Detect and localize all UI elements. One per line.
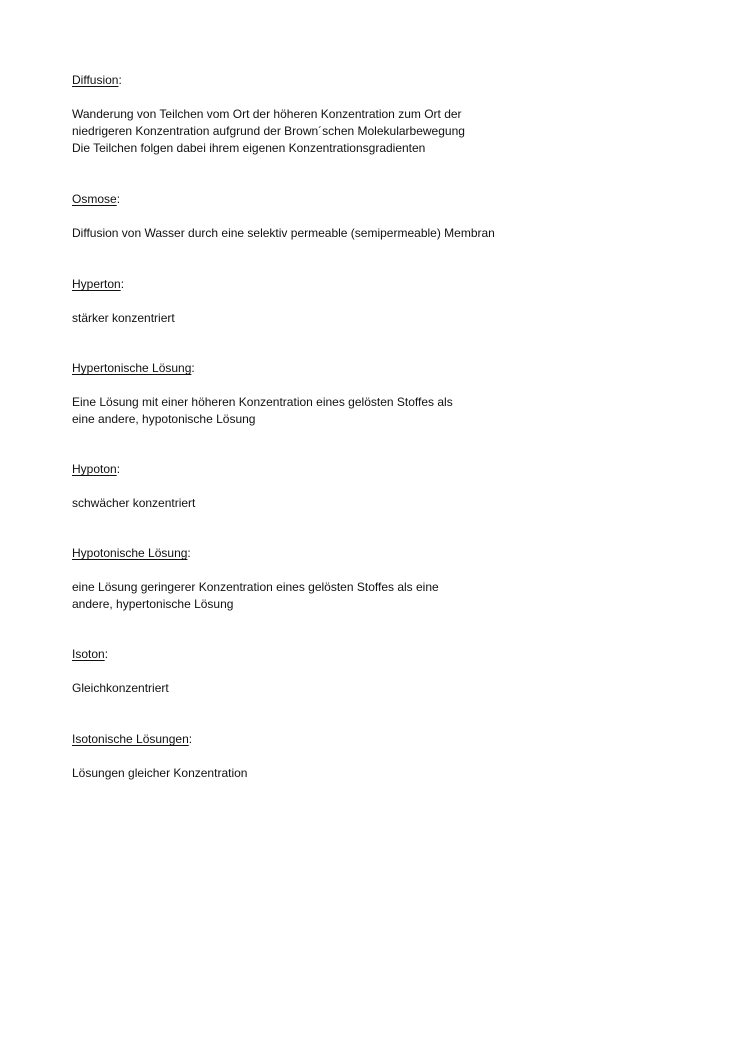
definition-line: andere, hypertonische Lösung: [72, 597, 234, 611]
section-definition: [72, 680, 692, 697]
heading-term: Diffusion: [72, 73, 119, 87]
section-heading: [72, 731, 692, 748]
heading-term: Osmose: [72, 192, 117, 206]
section-heading: [72, 72, 692, 89]
section-heading: [72, 360, 692, 377]
heading-colon: :: [120, 277, 125, 291]
section-definition: [72, 310, 692, 327]
section-hypotonische-loesung: [72, 545, 692, 613]
heading-colon: :: [118, 73, 122, 87]
heading-term: Isotonische Lösungen: [72, 732, 189, 746]
section-definition: [72, 106, 692, 157]
definition-line: eine andere, hypotonische Lösung: [72, 412, 256, 426]
heading-colon: :: [104, 647, 109, 661]
definition-line: schwächer konzentriert: [72, 496, 196, 510]
heading-colon: :: [187, 546, 191, 560]
section-definition: [72, 495, 692, 512]
section-definition: [72, 225, 692, 242]
definition-line: Eine Lösung mit einer höheren Konzentration eines gelösten Stoffes als: [72, 395, 453, 409]
section-hyperton: [72, 276, 692, 327]
definition-line: Die Teilchen folgen dabei ihrem eigenen Konzentrationsgradienten: [72, 141, 426, 155]
heading-term: Hypertonische Lösung: [72, 361, 192, 375]
section-definition: [72, 394, 692, 428]
section-heading: [72, 646, 692, 663]
definition-line: Wanderung von Teilchen vom Ort der höheren Konzentration zum Ort der: [72, 107, 462, 121]
section-definition: [72, 765, 692, 782]
heading-term: Hypotonische Lösung: [72, 546, 188, 560]
section-diffusion: [72, 72, 692, 157]
document-page: [72, 72, 692, 782]
definition-line: Lösungen gleicher Konzentration: [72, 766, 248, 780]
section-hypoton: [72, 461, 692, 512]
heading-colon: :: [188, 732, 193, 746]
definition-line: Diffusion von Wasser durch eine selektiv permeable (semipermeable) Membran: [72, 226, 495, 240]
section-isotonische-loesungen: [72, 731, 692, 782]
section-osmose: [72, 191, 692, 242]
heading-colon: :: [116, 192, 121, 206]
section-heading: [72, 461, 692, 478]
definition-line: eine Lösung geringerer Konzentration eines gelösten Stoffes als eine: [72, 580, 439, 594]
heading-colon: :: [191, 361, 195, 375]
section-heading: [72, 191, 692, 208]
section-isoton: [72, 646, 692, 697]
heading-term: Isoton: [72, 647, 105, 661]
definition-line: Gleichkonzentriert: [72, 681, 169, 695]
heading-colon: :: [116, 462, 121, 476]
heading-term: Hyperton: [72, 277, 121, 291]
section-definition: [72, 579, 692, 613]
heading-term: Hypoton: [72, 462, 117, 476]
definition-line: stärker konzentriert: [72, 311, 175, 325]
section-hypertonische-loesung: [72, 360, 692, 428]
section-heading: [72, 276, 692, 293]
section-heading: [72, 545, 692, 562]
definition-line: niedrigeren Konzentration aufgrund der Brown´schen Molekularbewegung: [72, 124, 465, 138]
